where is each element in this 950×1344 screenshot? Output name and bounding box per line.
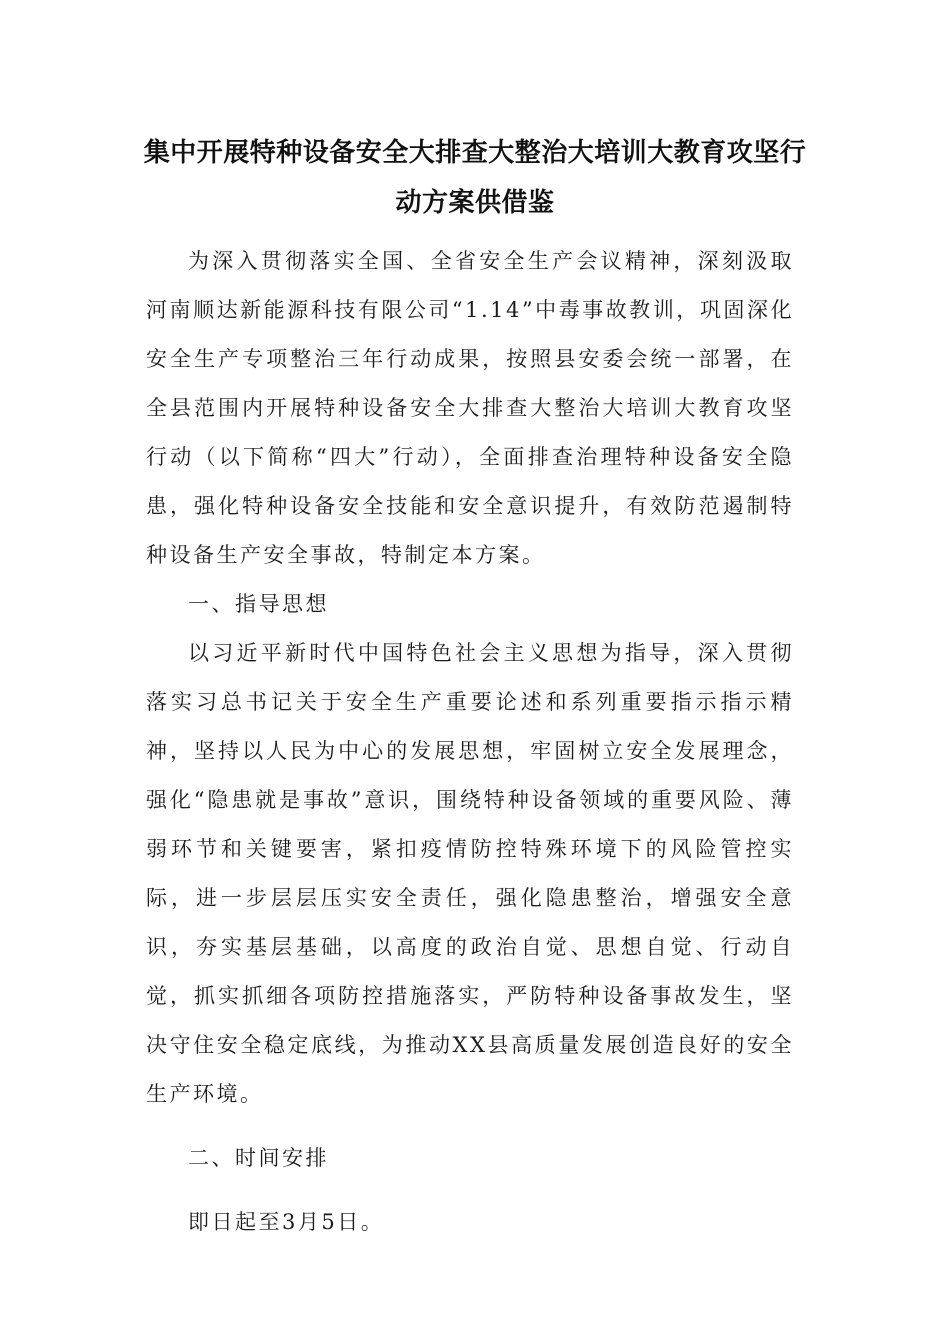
- section-1-heading: 一、指导思想: [188, 592, 329, 616]
- document-title-line-1: 集中开展特种设备安全大排查大整治大培训大教育攻坚行: [143, 138, 807, 168]
- section-1-paragraph: 以习近平新时代中国特色社会主义思想为指导，深入贯彻落实习总书记关于安全生产重要论述和系列重要指示指示精神，坚持以人民为中心的发展思想，牢固树立安全发展理念，强化“隐患就是事故”意识，围绕特种设备领域的重要风险、薄弱环节和关键要害，紧扣疫情防控特殊环境下的风险管控实际，进一步层层压实安全责任，强化隐患整治，增强安全意识，夯实基层基础，以高度的政治自觉、思想自觉、行动自觉，抓实抓细各项防控措施落实，严防特种设备事故发生，坚决守住安全稳定底线，为推动XX县高质量发展创造良好的安全生产环境。: [146, 641, 794, 1106]
- intro-paragraph: 为深入贯彻落实全国、全省安全生产会议精神，深刻汲取河南顺达新能源科技有限公司“1.14”中毒事故教训，巩固深化安全生产专项整治三年行动成果，按照县安委会统一部署，在全县范围内开展特种设备安全大排查大整治大培训大教育攻坚行动（以下简称“四大”行动），全面排查治理特种设备安全隐患，强化特种设备安全技能和安全意识提升，有效防范遏制特种设备生产安全事故，特制定本方案。: [146, 249, 794, 567]
- document-body: [146, 237, 794, 1247]
- section-2-heading: 二、时间安排: [188, 1146, 329, 1170]
- section-2-paragraph: 即日起至3月5日。: [188, 1210, 385, 1234]
- document-title-line-2: 动方案供借鉴: [395, 188, 555, 218]
